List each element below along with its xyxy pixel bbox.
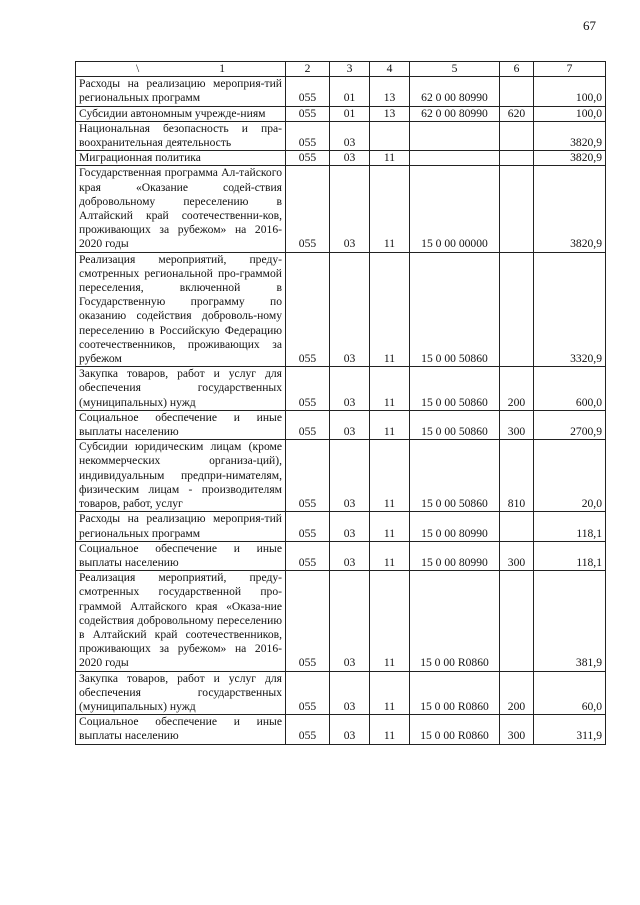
row-name: Реализация мероприятий, преду-смотренных региональной про-граммой переселения, включенной в Государственную программу по оказанию содействия доброволь-ному переселению в Российскую Федерацию соотечественников, проживающих за рубежом: [76, 252, 286, 367]
table-row: [76, 512, 606, 541]
row-code-6: [500, 571, 534, 671]
row-code-2: 055: [286, 571, 330, 671]
row-name: Миграционная политика: [76, 151, 286, 166]
row-amount: 3320,9: [534, 252, 606, 367]
row-code-3: 03: [330, 715, 370, 744]
row-code-4: 11: [370, 410, 410, 439]
header-col-1: [76, 62, 286, 77]
row-code-2: 055: [286, 252, 330, 367]
header-row: [76, 62, 606, 77]
row-code-2: 055: [286, 410, 330, 439]
table-row: [76, 571, 606, 671]
row-code-2: 055: [286, 715, 330, 744]
row-amount: 100,0: [534, 77, 606, 106]
table-row: [76, 715, 606, 744]
row-code-4: 11: [370, 166, 410, 252]
row-amount: 3820,9: [534, 151, 606, 166]
table-row: [76, 671, 606, 715]
row-code-2: 055: [286, 106, 330, 121]
table-row: [76, 106, 606, 121]
row-code-3: 03: [330, 252, 370, 367]
row-code-4: 11: [370, 440, 410, 512]
header-col-2: 2: [286, 62, 330, 77]
row-code-3: 03: [330, 671, 370, 715]
row-name: Реализация мероприятий, преду-смотренных государственной про-граммой Алтайского края «Оказа-ние содействия добровольному переселению в Алтайский край соотечественников, проживающих за рубежом» на 2016-2020 годы: [76, 571, 286, 671]
table-body: [76, 77, 606, 744]
row-code-6: 200: [500, 671, 534, 715]
row-code-3: 03: [330, 512, 370, 541]
row-amount: 118,1: [534, 512, 606, 541]
row-code-3: 03: [330, 440, 370, 512]
row-code-4: 11: [370, 571, 410, 671]
row-code-3: 03: [330, 151, 370, 166]
row-code-5: 15 0 00 R0860: [410, 671, 500, 715]
row-code-6: [500, 121, 534, 150]
row-code-4: 11: [370, 715, 410, 744]
header-col-5: 5: [410, 62, 500, 77]
row-name: Государственная программа Ал-тайского края «Оказание содей-ствия добровольному переселению в Алтайский край соотечественни-ков, проживающих за рубежом» на 2016-2020 годы: [76, 166, 286, 252]
row-code-6: [500, 512, 534, 541]
row-amount: 60,0: [534, 671, 606, 715]
row-code-6: 810: [500, 440, 534, 512]
row-code-5: [410, 121, 500, 150]
table-row: [76, 440, 606, 512]
row-code-3: 03: [330, 166, 370, 252]
row-amount: 600,0: [534, 367, 606, 411]
row-name: Субсидии юридическим лицам (кроме некоммерческих организа-ций), индивидуальным предпри-нимателям, физическим лицам - производителям товаров, работ, услуг: [76, 440, 286, 512]
row-code-5: 15 0 00 00000: [410, 166, 500, 252]
row-code-5: 62 0 00 80990: [410, 77, 500, 106]
row-code-5: [410, 151, 500, 166]
header-col-6: 6: [500, 62, 534, 77]
header-slash: \: [135, 62, 140, 75]
row-code-3: 03: [330, 367, 370, 411]
header-col-3: 3: [330, 62, 370, 77]
row-code-5: 62 0 00 80990: [410, 106, 500, 121]
page-number: 67: [583, 18, 596, 33]
table-row: [76, 252, 606, 367]
table-row: [76, 166, 606, 252]
row-amount: 20,0: [534, 440, 606, 512]
row-name: Закупка товаров, работ и услуг для обеспечения государственных (муниципальных) нужд: [76, 367, 286, 411]
row-code-6: 200: [500, 367, 534, 411]
row-name: Расходы на реализацию мероприя-тий региональных программ: [76, 77, 286, 106]
row-amount: 3820,9: [534, 121, 606, 150]
row-amount: 311,9: [534, 715, 606, 744]
row-code-2: 055: [286, 121, 330, 150]
row-amount: 3820,9: [534, 166, 606, 252]
table-row: [76, 121, 606, 150]
row-code-4: 11: [370, 252, 410, 367]
row-code-5: 15 0 00 50860: [410, 440, 500, 512]
row-code-3: 03: [330, 410, 370, 439]
table-row: [76, 367, 606, 411]
row-amount: 2700,9: [534, 410, 606, 439]
row-code-2: 055: [286, 367, 330, 411]
row-code-6: [500, 151, 534, 166]
table-row: [76, 541, 606, 570]
row-code-6: [500, 77, 534, 106]
row-code-4: 11: [370, 512, 410, 541]
row-code-6: [500, 166, 534, 252]
header-col-7: 7: [534, 62, 606, 77]
row-code-2: 055: [286, 166, 330, 252]
row-code-5: 15 0 00 R0860: [410, 715, 500, 744]
row-code-2: 055: [286, 77, 330, 106]
row-code-4: 11: [370, 671, 410, 715]
row-name: Социальное обеспечение и иные выплаты населению: [76, 715, 286, 744]
row-code-3: 01: [330, 106, 370, 121]
row-name: Закупка товаров, работ и услуг для обеспечения государственных (муниципальных) нужд: [76, 671, 286, 715]
row-code-3: 03: [330, 571, 370, 671]
row-code-4: 11: [370, 367, 410, 411]
row-amount: 381,9: [534, 571, 606, 671]
row-amount: 118,1: [534, 541, 606, 570]
row-code-3: 03: [330, 121, 370, 150]
row-name: Национальная безопасность и пра-воохранительная деятельность: [76, 121, 286, 150]
table-row: [76, 151, 606, 166]
table-row: [76, 410, 606, 439]
table-row: [76, 77, 606, 106]
row-code-6: 620: [500, 106, 534, 121]
row-code-4: [370, 121, 410, 150]
row-code-4: 11: [370, 151, 410, 166]
row-code-2: 055: [286, 541, 330, 570]
row-code-5: 15 0 00 50860: [410, 252, 500, 367]
row-name: Расходы на реализацию мероприя-тий региональных программ: [76, 512, 286, 541]
row-code-6: [500, 252, 534, 367]
row-code-5: 15 0 00 50860: [410, 410, 500, 439]
row-amount: 100,0: [534, 106, 606, 121]
row-code-6: 300: [500, 715, 534, 744]
row-code-5: 15 0 00 50860: [410, 367, 500, 411]
row-code-6: 300: [500, 541, 534, 570]
row-code-4: 11: [370, 541, 410, 570]
row-code-4: 13: [370, 106, 410, 121]
row-code-2: 055: [286, 671, 330, 715]
row-name: Субсидии автономным учрежде-ниям: [76, 106, 286, 121]
row-code-2: 055: [286, 512, 330, 541]
budget-table: [75, 61, 606, 745]
row-name: Социальное обеспечение и иные выплаты населению: [76, 541, 286, 570]
row-code-6: 300: [500, 410, 534, 439]
row-code-3: 03: [330, 541, 370, 570]
row-code-5: 15 0 00 80990: [410, 541, 500, 570]
header-col-1-label: 1: [219, 62, 226, 75]
row-code-2: 055: [286, 151, 330, 166]
row-name: Социальное обеспечение и иные выплаты населению: [76, 410, 286, 439]
row-code-5: 15 0 00 R0860: [410, 571, 500, 671]
row-code-5: 15 0 00 80990: [410, 512, 500, 541]
row-code-2: 055: [286, 440, 330, 512]
header-col-4: 4: [370, 62, 410, 77]
row-code-3: 01: [330, 77, 370, 106]
row-code-4: 13: [370, 77, 410, 106]
